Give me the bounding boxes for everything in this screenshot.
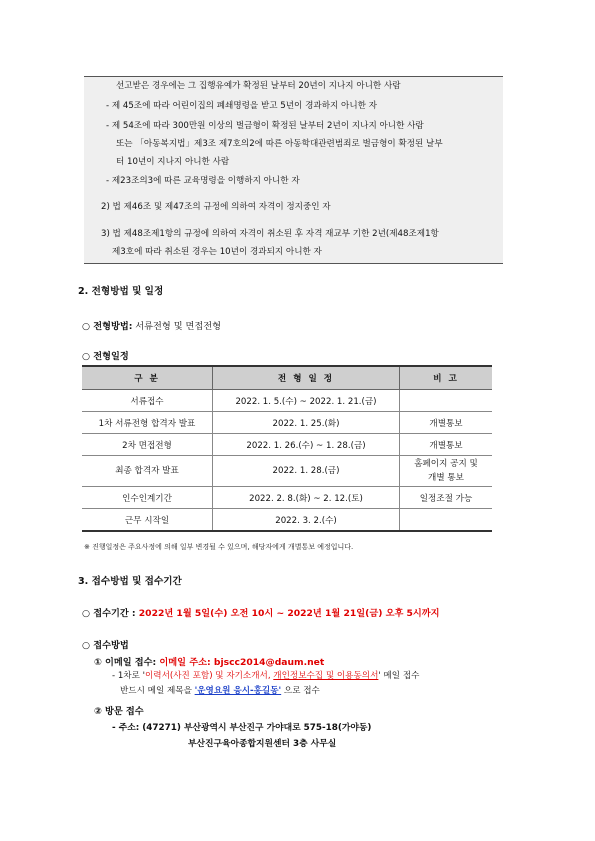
application-period-value: 2022년 1월 5일(수) 오전 10시 ~ 2022년 1월 21일(금) 오후 5시까지 bbox=[135, 608, 440, 619]
cell-schedule: 2022. 1. 25.(화) bbox=[213, 412, 400, 434]
email-application bbox=[94, 654, 324, 668]
cell-remarks bbox=[400, 509, 493, 532]
cell-category: 2차 면접전형 bbox=[82, 434, 213, 456]
text-segment: 반드시 메일 제목을 bbox=[120, 686, 195, 696]
box-line: - 제23조의3에 따른 교육명령을 이행하지 아니한 자 bbox=[106, 176, 300, 186]
cell-remarks: 개별통보 bbox=[400, 412, 493, 434]
table-row bbox=[82, 456, 492, 487]
text-segment: - 1차로 ' bbox=[112, 671, 145, 681]
screening-method-label: ○ 전형방법: bbox=[82, 321, 133, 332]
text-segment: 으로 접수 bbox=[281, 686, 320, 696]
cell-schedule: 2022. 1. 26.(수) ~ 1. 28.(금) bbox=[213, 434, 400, 456]
text-segment: ' 메일 접수 bbox=[378, 671, 420, 681]
cell-remarks: 일정조절 가능 bbox=[400, 487, 493, 509]
address-text: - 주소: (47271) 부산광역시 부산진구 가야대로 575-18(가야동) bbox=[112, 723, 372, 733]
cell-category: 최종 합격자 발표 bbox=[82, 456, 213, 487]
box-line: 선고받은 경우에는 그 집행유예가 확정된 날부터 20년이 지나지 아니한 사람 bbox=[116, 81, 401, 91]
cell-remarks bbox=[400, 390, 493, 412]
screening-method-value: 서류전형 및 면접전형 bbox=[132, 321, 222, 332]
section-3-title: 3. 접수방법 및 접수기간 bbox=[78, 576, 182, 587]
screening-method bbox=[82, 318, 221, 332]
cell-schedule: 2022. 3. 2.(수) bbox=[213, 509, 400, 532]
table-row bbox=[82, 390, 492, 412]
schedule-table bbox=[82, 365, 492, 532]
cell-category: 서류접수 bbox=[82, 390, 213, 412]
cell-remarks: 개별통보 bbox=[400, 434, 493, 456]
table-row bbox=[82, 434, 492, 456]
table-row bbox=[82, 487, 492, 509]
box-line: 터 10년이 지나지 아니한 사람 bbox=[116, 157, 230, 167]
box-line: 3) 법 제48조제1항의 규정에 의하여 자격이 취소된 후 자격 재교부 기한 2년(제48조제1항 bbox=[101, 229, 439, 239]
address-line-1 bbox=[112, 720, 371, 733]
box-line: 제3호에 따라 취소된 경우는 10년이 경과되지 아니한 자 bbox=[112, 247, 322, 257]
cell-remarks: 홈페이지 공지 및 개별 통보 bbox=[400, 456, 493, 487]
application-period-label: ○ 접수기간 : bbox=[82, 608, 136, 619]
application-method-label bbox=[82, 637, 129, 651]
table-row bbox=[82, 509, 492, 532]
email-subject-format: '운영요원 응시-홍길동' bbox=[194, 686, 282, 696]
section-2-title: 2. 전형방법 및 일정 bbox=[78, 286, 164, 297]
table-header-row bbox=[82, 366, 492, 390]
table-row bbox=[82, 412, 492, 434]
visit-application-label bbox=[94, 703, 144, 717]
email-address: 이메일 주소: bjscc2014@daum.net bbox=[156, 657, 325, 668]
cell-schedule: 2022. 1. 28.(금) bbox=[213, 456, 400, 487]
visit-application-label-text: ② 방문 접수 bbox=[94, 706, 144, 717]
cell-category: 인수인계기간 bbox=[82, 487, 213, 509]
privacy-consent-form: 개인정보수집 및 이용동의서 bbox=[273, 671, 379, 681]
box-line: - 제 45조에 따라 어린이집의 폐쇄명령을 받고 5년이 경과하지 아니한 자 bbox=[106, 101, 377, 111]
cell-schedule: 2022. 1. 5.(수) ~ 2022. 1. 21.(금) bbox=[213, 390, 400, 412]
required-documents: 이력서(사진 포함) 및 자기소개서, bbox=[145, 671, 274, 681]
cell-category: 근무 시작일 bbox=[82, 509, 213, 532]
header-remarks: 비 고 bbox=[400, 366, 493, 390]
box-line: - 제 54조에 따라 300만원 이상의 벌금형이 확정된 날부터 2년이 지나지 아니한 사람 bbox=[106, 121, 424, 131]
schedule-note: ※ 진행일정은 주요사정에 의해 일부 변경될 수 있으며, 해당자에게 개별통보 예정입니다. bbox=[84, 543, 354, 551]
email-instruction-line-2 bbox=[120, 685, 320, 697]
box-line: 또는 「아동복지법」제3조 제7호의2에 따른 아동학대관련범죄로 벌금형이 확정된 날부 bbox=[116, 139, 443, 149]
header-category: 구 분 bbox=[82, 366, 213, 390]
email-instruction-line-1 bbox=[112, 670, 419, 682]
header-schedule: 전 형 일 정 bbox=[213, 366, 400, 390]
application-method-label-text: ○ 접수방법 bbox=[82, 640, 129, 651]
screening-schedule-label-text: ○ 전형일정 bbox=[82, 351, 129, 362]
email-application-label: ① 이메일 접수: bbox=[94, 657, 157, 668]
screening-schedule-label bbox=[82, 348, 129, 362]
cell-category: 1차 서류전형 합격자 발표 bbox=[82, 412, 213, 434]
address-line-2 bbox=[188, 736, 336, 749]
application-period bbox=[82, 605, 440, 619]
box-line: 2) 법 제46조 및 제47조의 규정에 의하여 자격이 정지중인 자 bbox=[101, 202, 331, 212]
address-text: 부산진구육아종합지원센터 3층 사무실 bbox=[188, 739, 337, 749]
cell-schedule: 2022. 2. 8.(화) ~ 2. 12.(토) bbox=[213, 487, 400, 509]
